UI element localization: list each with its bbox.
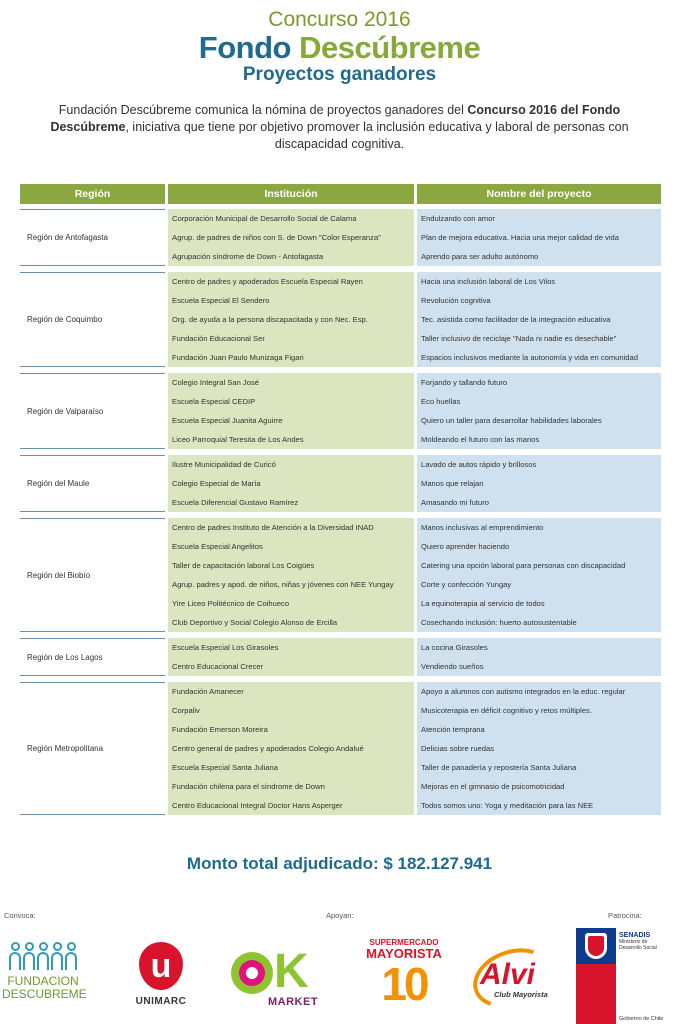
mayorista-10-logo	[364, 938, 444, 1020]
project-cell: Hacia una inclusión laboral de Los Vilos	[417, 272, 661, 291]
ok-market-logo	[228, 946, 328, 1016]
region-group	[20, 638, 661, 676]
unimarc-logo-text: UNIMARC	[135, 996, 187, 1007]
institution-cell: Fundación chilena para el síndrome de Down	[168, 777, 414, 796]
institution-cell: Fundación Amanecer	[168, 682, 414, 701]
table-row	[168, 329, 661, 348]
page-title	[0, 32, 679, 64]
contest-year: Concurso 2016	[268, 8, 411, 31]
intro-text-2: , iniciativa que tiene por objetivo promover la inclusión educativa y laboral de personas con discapacidad cognitiva.	[125, 120, 629, 151]
project-cell: Espacios inclusivos mediante la autonomía y vida en comunidad	[417, 348, 661, 367]
table-row	[168, 247, 661, 266]
chile-flag-icon	[576, 928, 616, 1024]
region-group	[20, 209, 661, 266]
institution-cell: Agrupación síndrome de Down - Antofagasta	[168, 247, 414, 266]
patrocina-label: Patrocina:	[608, 911, 642, 920]
table-row	[168, 455, 661, 474]
institution-cell: Escuela Especial CEDIP	[168, 392, 414, 411]
table-row	[168, 638, 661, 657]
table-row	[168, 537, 661, 556]
project-cell: Catering una opción laboral para personas con discapacidad	[417, 556, 661, 575]
project-cell: Quiero un taller para desarrollar habilidades laborales	[417, 411, 661, 430]
apoyan-label: Apoyan:	[326, 911, 354, 920]
table-row	[168, 209, 661, 228]
ok-k-letter: K	[274, 945, 309, 998]
alvi-logo-subtext: Club Mayorista	[494, 990, 548, 999]
region-group	[20, 682, 661, 815]
project-cell: Lavado de autos rápido y brillosos	[417, 455, 661, 474]
table-row	[168, 291, 661, 310]
project-cell: Musicoterapia en déficit cognitivo y retos múltiples.	[417, 701, 661, 720]
project-cell: Taller inclusivo de reciclaje "Nada ni nadie es desechable"	[417, 329, 661, 348]
title-word-descubreme: Descúbreme	[299, 30, 481, 65]
table-row	[168, 411, 661, 430]
project-cell: Moldeando el futuro con las manos	[417, 430, 661, 449]
project-cell: Endulzando con amor	[417, 209, 661, 228]
project-cell: Tec. asistida como facilitador de la integración educativa	[417, 310, 661, 329]
unimarc-logo	[126, 942, 196, 1022]
region-cell: Región de Antofagasta	[20, 209, 165, 266]
institution-cell: Org. de ayuda a la persona discapacitada y con Nec. Esp.	[168, 310, 414, 329]
institution-cell: Centro de padres y apoderados Escuela Especial Rayen	[168, 272, 414, 291]
coat-of-arms-icon	[585, 933, 607, 959]
table-row	[168, 613, 661, 632]
fundacion-descubreme-logo	[2, 936, 87, 1018]
project-cell: Apoyo a alumnos con autismo integrados en la educ. regular	[417, 682, 661, 701]
table-row	[168, 701, 661, 720]
region-cell: Región de Coquimbo	[20, 272, 165, 367]
institution-cell: Agrup. padres y apod. de niños, niñas y jóvenes con NEE Yungay	[168, 575, 414, 594]
table-row	[168, 777, 661, 796]
header-region: Región	[20, 184, 165, 204]
winners-table	[20, 184, 661, 815]
institution-cell: Escuela Especial El Sendero	[168, 291, 414, 310]
project-cell: Forjando y tallando futuro	[417, 373, 661, 392]
gobierno-chile-text: Gobierno de Chile	[619, 1016, 664, 1022]
institution-cell: Ilustre Municipalidad de Curicó	[168, 455, 414, 474]
mayorista-line1: SUPERMERCADO	[369, 938, 439, 947]
table-row	[168, 682, 661, 701]
institution-cell: Colegio Integral San José	[168, 373, 414, 392]
table-body	[20, 209, 661, 815]
institution-cell: Escuela Especial Los Girasoles	[168, 638, 414, 657]
table-row	[168, 493, 661, 512]
unimarc-u-icon: u	[139, 942, 183, 990]
table-row	[168, 228, 661, 247]
header-institution: Institución	[168, 184, 414, 204]
table-row	[168, 758, 661, 777]
project-cell: Atención temprana	[417, 720, 661, 739]
table-header	[20, 184, 661, 204]
page-subtitle: Proyectos ganadores	[242, 64, 437, 85]
project-cell: Manos inclusivas al emprendimiento	[417, 518, 661, 537]
table-row	[168, 657, 661, 676]
institution-cell: Corpaliv	[168, 701, 414, 720]
table-row	[168, 720, 661, 739]
header-project: Nombre del proyecto	[417, 184, 661, 204]
table-row	[168, 392, 661, 411]
region-cell: Región del Maule	[20, 455, 165, 512]
senadis-logo	[576, 928, 670, 1024]
institution-cell: Corporación Municipal de Desarrollo Social de Calama	[168, 209, 414, 228]
institution-cell: Club Deportivo y Social Colegio Alonso de Ercilla	[168, 613, 414, 632]
project-cell: Aprendo para ser adulto autónomo	[417, 247, 661, 266]
header	[0, 0, 679, 86]
mayorista-line2: MAYORISTA	[366, 946, 442, 961]
region-cell: Región de Los Lagos	[20, 638, 165, 676]
alvi-logo-text: Alvi	[480, 958, 536, 991]
institution-cell: Yire Liceo Politécnico de Coihueco	[168, 594, 414, 613]
intro-text-1: Fundación Descúbreme comunica la nómina de proyectos ganadores del	[58, 103, 468, 117]
table-row	[168, 739, 661, 758]
mayorista-number: 10	[381, 958, 427, 1010]
intro-paragraph	[0, 102, 679, 153]
region-group	[20, 373, 661, 449]
institution-cell: Fundación Educacional Ser	[168, 329, 414, 348]
project-cell: La cocina Girasoles	[417, 638, 661, 657]
institution-cell: Taller de capacitación laboral Los Coigües	[168, 556, 414, 575]
institution-cell: Centro general de padres y apoderados Colegio Andalué	[168, 739, 414, 758]
title-word-fondo: Fondo	[198, 30, 291, 65]
table-row	[168, 430, 661, 449]
project-cell: Amasando mi futuro	[417, 493, 661, 512]
institution-cell: Fundación Emerson Moreira	[168, 720, 414, 739]
institution-cell: Centro Educacional Crecer	[168, 657, 414, 676]
project-cell: Corte y confección Yungay	[417, 575, 661, 594]
table-row	[168, 556, 661, 575]
institution-cell: Agrup. de padres de niños con S. de Down "Color Esperanza"	[168, 228, 414, 247]
table-row	[168, 373, 661, 392]
institution-cell: Escuela Diferencial Gustavo Ramírez	[168, 493, 414, 512]
project-cell: Vendiendo sueños	[417, 657, 661, 676]
table-row	[168, 575, 661, 594]
people-icon	[2, 942, 84, 972]
alvi-logo	[470, 950, 556, 1010]
ok-market-text: MARKET	[268, 996, 319, 1008]
total-amount: Monto total adjudicado: $ 182.127.941	[186, 854, 493, 873]
institution-cell: Centro Educacional Integral Doctor Hans Asperger	[168, 796, 414, 815]
table-row	[168, 272, 661, 291]
project-cell: Cosechando inclusión: huerto autosustentable	[417, 613, 661, 632]
institution-cell: Centro de padres Instituto de Atención a la Diversidad INAD	[168, 518, 414, 537]
region-cell: Región del Biobío	[20, 518, 165, 632]
region-group	[20, 455, 661, 512]
project-cell: Todos somos uno: Yoga y meditación para las NEE	[417, 796, 661, 815]
table-row	[168, 796, 661, 815]
project-cell: Delicias sobre ruedas	[417, 739, 661, 758]
region-group	[20, 272, 661, 367]
project-cell: Revolución cognitiva	[417, 291, 661, 310]
table-row	[168, 474, 661, 493]
region-group	[20, 518, 661, 632]
table-row	[168, 518, 661, 537]
project-cell: Manos que relajan	[417, 474, 661, 493]
senadis-ministry: Ministerio de Desarrollo Social	[619, 939, 657, 951]
institution-cell: Colegio Especial de María	[168, 474, 414, 493]
region-cell: Región de Valparaíso	[20, 373, 165, 449]
fundacion-logo-line2: DESCUBREME	[2, 987, 87, 1001]
institution-cell: Liceo Parroquial Teresita de Los Andes	[168, 430, 414, 449]
table-row	[168, 594, 661, 613]
project-cell: Mejoras en el gimnasio de psicomotricidad	[417, 777, 661, 796]
convoca-label: Convoca:	[4, 911, 36, 920]
table-row	[168, 310, 661, 329]
region-cell: Región Metropolitana	[20, 682, 165, 815]
institution-cell: Escuela Especial Angelitos	[168, 537, 414, 556]
project-cell: Quiero aprender haciendo	[417, 537, 661, 556]
institution-cell: Fundación Juan Paulo Munizaga Figari	[168, 348, 414, 367]
fundacion-logo-line1: FUNDACION	[7, 974, 79, 988]
project-cell: Eco huellas	[417, 392, 661, 411]
table-row	[168, 348, 661, 367]
institution-cell: Escuela Especial Santa Juliana	[168, 758, 414, 777]
institution-cell: Escuela Especial Juanita Aguirre	[168, 411, 414, 430]
senadis-name: SENADIS	[619, 932, 651, 939]
ok-o-icon	[231, 952, 273, 994]
intro-bold: Concurso 2016 del Fondo Descúbreme	[50, 103, 621, 134]
project-cell: Plan de mejora educativa. Hacia una mejor calidad de vida	[417, 228, 661, 247]
project-cell: Taller de panadería y repostería Santa Juliana	[417, 758, 661, 777]
project-cell: La equinoterapia al servicio de todos	[417, 594, 661, 613]
